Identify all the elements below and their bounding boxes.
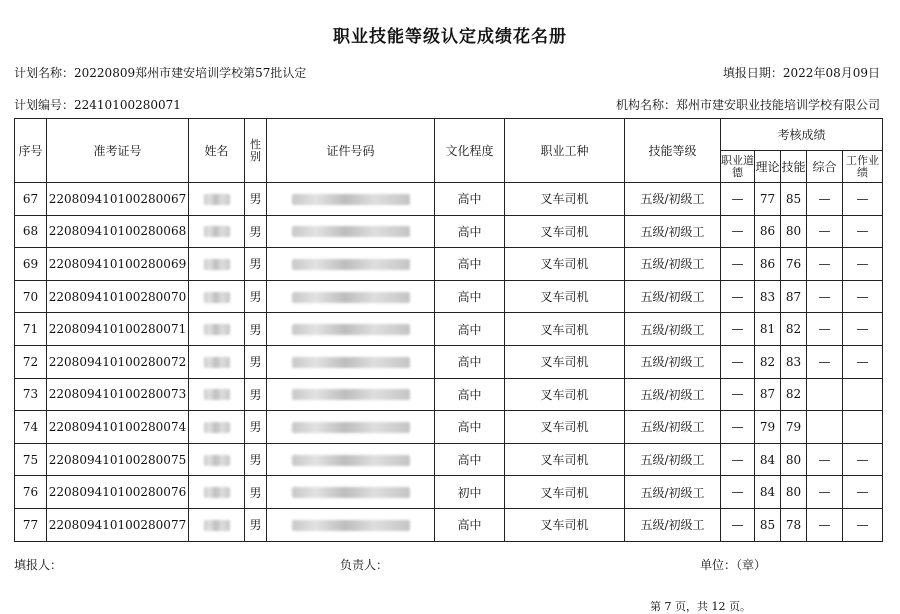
cell-work-performance: — (843, 313, 883, 346)
cell-theory: 81 (755, 313, 781, 346)
cell-education: 高中 (435, 411, 505, 444)
table-row (15, 313, 883, 346)
cell-name (189, 411, 245, 444)
cell-ethics: — (721, 508, 755, 541)
cell-theory: 84 (755, 443, 781, 476)
cell-skill: 76 (781, 248, 807, 281)
header-ticket: 准考证号 (47, 119, 189, 183)
cell-theory: 83 (755, 280, 781, 313)
organization-label: 机构名称： (615, 98, 676, 112)
cell-ethics: — (721, 248, 755, 281)
cell-seq: 74 (15, 411, 47, 444)
cell-seq: 77 (15, 508, 47, 541)
cell-occupation: 叉车司机 (505, 345, 625, 378)
cell-seq: 69 (15, 248, 47, 281)
redacted-name (204, 292, 230, 303)
redacted-name (204, 422, 230, 433)
redacted-id-number (292, 487, 410, 498)
cell-ticket: 220809410100280070 (47, 280, 189, 313)
cell-name (189, 508, 245, 541)
cell-name (189, 280, 245, 313)
table-row (15, 248, 883, 281)
redacted-name (204, 357, 230, 368)
cell-theory: 86 (755, 215, 781, 248)
redacted-name (204, 324, 230, 335)
header-id-number: 证件号码 (267, 119, 435, 183)
plan-number (14, 96, 181, 113)
table-row (15, 476, 883, 509)
cell-name (189, 476, 245, 509)
cell-education: 高中 (435, 443, 505, 476)
cell-occupation: 叉车司机 (505, 443, 625, 476)
header-comprehensive: 综合 (807, 151, 843, 183)
cell-ticket: 220809410100280077 (47, 508, 189, 541)
cell-ticket: 220809410100280076 (47, 476, 189, 509)
cell-skill-level: 五级/初级工 (625, 345, 721, 378)
cell-theory: 82 (755, 345, 781, 378)
cell-ethics: — (721, 476, 755, 509)
cell-theory: 87 (755, 378, 781, 411)
cell-skill-level: 五级/初级工 (625, 476, 721, 509)
cell-work-performance (843, 411, 883, 444)
organization (616, 96, 880, 113)
cell-work-performance: — (843, 443, 883, 476)
redacted-id-number (292, 292, 410, 303)
cell-theory: 79 (755, 411, 781, 444)
cell-id-number (267, 183, 435, 216)
cell-occupation: 叉车司机 (505, 280, 625, 313)
table-row (15, 215, 883, 248)
cell-seq: 67 (15, 183, 47, 216)
cell-ethics: — (721, 313, 755, 346)
cell-skill: 80 (781, 443, 807, 476)
cell-ticket: 220809410100280068 (47, 215, 189, 248)
cell-gender: 男 (245, 248, 267, 281)
cell-skill-level: 五级/初级工 (625, 248, 721, 281)
redacted-id-number (292, 324, 410, 335)
cell-work-performance: — (843, 280, 883, 313)
table-row (15, 411, 883, 444)
cell-skill: 85 (781, 183, 807, 216)
plan-number-value: 22410100280071 (74, 98, 181, 112)
header-seq: 序号 (15, 119, 47, 183)
cell-comprehensive: — (807, 215, 843, 248)
cell-gender: 男 (245, 280, 267, 313)
table-row (15, 378, 883, 411)
header-education: 文化程度 (435, 119, 505, 183)
cell-education: 高中 (435, 183, 505, 216)
redacted-name (204, 455, 230, 466)
redacted-id-number (292, 226, 410, 237)
responsible-label: 负责人： (340, 558, 389, 572)
cell-id-number (267, 476, 435, 509)
cell-work-performance: — (843, 476, 883, 509)
cell-name (189, 183, 245, 216)
cell-theory: 86 (755, 248, 781, 281)
pagination: 第 7 页，共 12 页。 (650, 600, 751, 613)
cell-skill: 83 (781, 345, 807, 378)
fill-date-label: 填报日期： (722, 66, 783, 80)
cell-ticket: 220809410100280071 (47, 313, 189, 346)
cell-id-number (267, 345, 435, 378)
cell-education: 高中 (435, 280, 505, 313)
cell-seq: 76 (15, 476, 47, 509)
cell-comprehensive: — (807, 443, 843, 476)
header-ethics: 职业道德 (721, 151, 755, 183)
cell-theory: 84 (755, 476, 781, 509)
table-row (15, 508, 883, 541)
cell-ticket: 220809410100280073 (47, 378, 189, 411)
header-theory: 理论 (755, 151, 781, 183)
cell-ticket: 220809410100280072 (47, 345, 189, 378)
cell-occupation: 叉车司机 (505, 378, 625, 411)
cell-name (189, 313, 245, 346)
plan-number-label: 计划编号： (14, 98, 75, 112)
table-row (15, 280, 883, 313)
cell-id-number (267, 248, 435, 281)
cell-skill-level: 五级/初级工 (625, 411, 721, 444)
cell-theory: 77 (755, 183, 781, 216)
cell-seq: 71 (15, 313, 47, 346)
redacted-name (204, 520, 230, 531)
cell-work-performance: — (843, 183, 883, 216)
cell-id-number (267, 313, 435, 346)
cell-comprehensive: — (807, 248, 843, 281)
cell-ethics: — (721, 183, 755, 216)
redacted-id-number (292, 520, 410, 531)
cell-gender: 男 (245, 378, 267, 411)
cell-skill: 79 (781, 411, 807, 444)
redacted-id-number (292, 194, 410, 205)
cell-comprehensive (807, 378, 843, 411)
cell-skill-level: 五级/初级工 (625, 280, 721, 313)
cell-id-number (267, 280, 435, 313)
header-name: 姓名 (189, 119, 245, 183)
cell-education: 高中 (435, 345, 505, 378)
cell-education: 高中 (435, 248, 505, 281)
cell-id-number (267, 443, 435, 476)
cell-occupation: 叉车司机 (505, 476, 625, 509)
redacted-id-number (292, 422, 410, 433)
cell-skill-level: 五级/初级工 (625, 313, 721, 346)
cell-skill-level: 五级/初级工 (625, 378, 721, 411)
reporter-label: 填报人： (14, 558, 63, 572)
cell-id-number (267, 215, 435, 248)
cell-work-performance (843, 378, 883, 411)
cell-work-performance: — (843, 215, 883, 248)
cell-ethics: — (721, 215, 755, 248)
cell-name (189, 443, 245, 476)
redacted-name (204, 194, 230, 205)
cell-ethics: — (721, 378, 755, 411)
cell-skill-level: 五级/初级工 (625, 443, 721, 476)
cell-gender: 男 (245, 476, 267, 509)
cell-comprehensive: — (807, 183, 843, 216)
header-gender: 性别 (245, 119, 267, 183)
cell-skill-level: 五级/初级工 (625, 183, 721, 216)
fill-date-value: 2022年08月09日 (782, 66, 880, 80)
cell-occupation: 叉车司机 (505, 248, 625, 281)
redacted-name (204, 259, 230, 270)
cell-gender: 男 (245, 313, 267, 346)
redacted-id-number (292, 389, 410, 400)
header-occupation: 职业工种 (505, 119, 625, 183)
cell-skill: 80 (781, 476, 807, 509)
cell-seq: 72 (15, 345, 47, 378)
cell-comprehensive: — (807, 345, 843, 378)
cell-ethics: — (721, 411, 755, 444)
fill-date (723, 64, 880, 81)
plan-name-label: 计划名称： (14, 66, 75, 80)
cell-education: 高中 (435, 313, 505, 346)
cell-education: 初中 (435, 476, 505, 509)
cell-work-performance: — (843, 248, 883, 281)
cell-ethics: — (721, 345, 755, 378)
cell-comprehensive: — (807, 280, 843, 313)
table-row (15, 183, 883, 216)
cell-ethics: — (721, 443, 755, 476)
cell-gender: 男 (245, 411, 267, 444)
cell-skill: 82 (781, 313, 807, 346)
cell-seq: 70 (15, 280, 47, 313)
redacted-id-number (292, 357, 410, 368)
cell-ticket: 220809410100280069 (47, 248, 189, 281)
table-row (15, 345, 883, 378)
cell-id-number (267, 378, 435, 411)
redacted-name (204, 226, 230, 237)
cell-occupation: 叉车司机 (505, 215, 625, 248)
cell-skill-level: 五级/初级工 (625, 508, 721, 541)
score-roster-table (14, 118, 883, 542)
plan-name-value: 20220809郑州市建安培训学校第57批认定 (74, 66, 307, 80)
cell-name (189, 248, 245, 281)
cell-skill: 78 (781, 508, 807, 541)
redacted-id-number (292, 259, 410, 270)
cell-occupation: 叉车司机 (505, 508, 625, 541)
cell-work-performance: — (843, 345, 883, 378)
cell-name (189, 215, 245, 248)
cell-gender: 男 (245, 183, 267, 216)
cell-ticket: 220809410100280067 (47, 183, 189, 216)
cell-education: 高中 (435, 378, 505, 411)
cell-occupation: 叉车司机 (505, 411, 625, 444)
cell-skill: 80 (781, 215, 807, 248)
header-scores-group: 考核成绩 (721, 119, 883, 151)
organization-value: 郑州市建安职业技能培训学校有限公司 (675, 98, 880, 112)
cell-ticket: 220809410100280075 (47, 443, 189, 476)
cell-name (189, 378, 245, 411)
cell-comprehensive: — (807, 313, 843, 346)
cell-ticket: 220809410100280074 (47, 411, 189, 444)
redacted-name (204, 389, 230, 400)
cell-skill: 82 (781, 378, 807, 411)
redacted-name (204, 487, 230, 498)
cell-id-number (267, 411, 435, 444)
cell-comprehensive: — (807, 508, 843, 541)
cell-gender: 男 (245, 443, 267, 476)
cell-comprehensive: — (807, 476, 843, 509)
plan-name (14, 64, 306, 81)
cell-comprehensive (807, 411, 843, 444)
cell-ethics: — (721, 280, 755, 313)
cell-skill: 87 (781, 280, 807, 313)
cell-name (189, 345, 245, 378)
header-skill-level: 技能等级 (625, 119, 721, 183)
cell-work-performance: — (843, 508, 883, 541)
cell-skill-level: 五级/初级工 (625, 215, 721, 248)
header-work-performance: 工作业绩 (843, 151, 883, 183)
redacted-id-number (292, 455, 410, 466)
page-title: 职业技能等级认定成绩花名册 (333, 27, 567, 47)
cell-gender: 男 (245, 345, 267, 378)
cell-gender: 男 (245, 508, 267, 541)
cell-occupation: 叉车司机 (505, 313, 625, 346)
cell-gender: 男 (245, 215, 267, 248)
cell-seq: 73 (15, 378, 47, 411)
unit-stamp-label: 单位：（章） (700, 558, 767, 572)
header-skill: 技能 (781, 151, 807, 183)
cell-id-number (267, 508, 435, 541)
table-row (15, 443, 883, 476)
cell-seq: 75 (15, 443, 47, 476)
cell-education: 高中 (435, 508, 505, 541)
cell-theory: 85 (755, 508, 781, 541)
cell-education: 高中 (435, 215, 505, 248)
cell-occupation: 叉车司机 (505, 183, 625, 216)
cell-seq: 68 (15, 215, 47, 248)
